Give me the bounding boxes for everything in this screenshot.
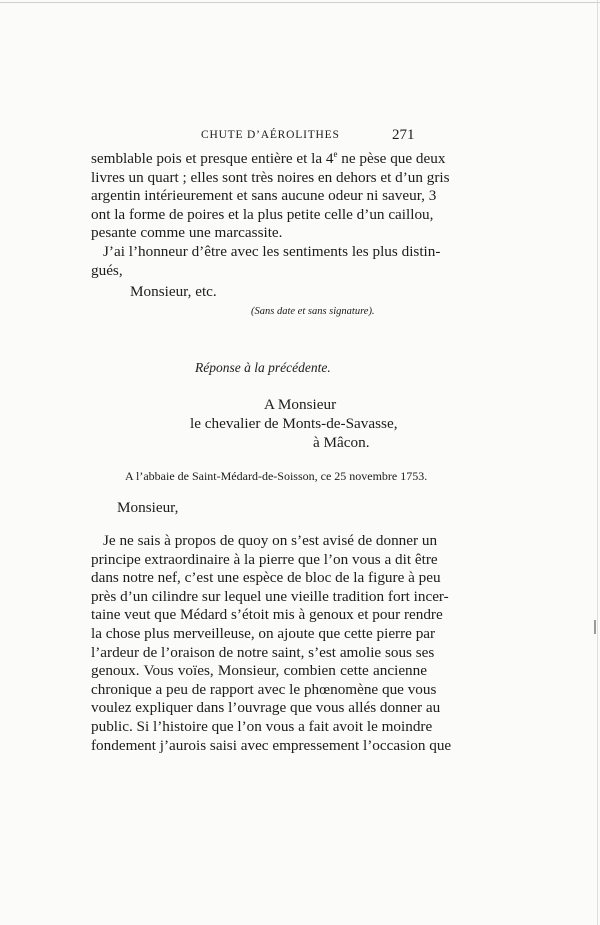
running-header bbox=[0, 129, 600, 149]
page-number: 271 bbox=[392, 127, 415, 143]
text-line: chronique a peu de rapport avec le phœnomène que vous bbox=[91, 680, 437, 698]
letter-end-paragraph bbox=[91, 148, 450, 224]
superscript: e bbox=[333, 148, 338, 159]
reply-salutation: Monsieur, bbox=[117, 499, 179, 516]
reply-body bbox=[91, 532, 452, 755]
margin-mark bbox=[594, 620, 596, 634]
text-line: fondement j’aurois saisi avec empressement l’occasion que bbox=[91, 736, 452, 754]
text-line: Je ne sais à propos de quoy on s’est avisé de donner un bbox=[103, 532, 438, 549]
running-title: CHUTE D’AÉROLITHES bbox=[201, 129, 340, 141]
closing-line: J’ai l’honneur d’être avec les sentiments les plus distin- bbox=[103, 243, 441, 260]
top-rule bbox=[0, 2, 600, 3]
dateline: A l’abbaie de Saint-Médard-de-Soisson, ce 25 novembre 1753. bbox=[125, 469, 428, 483]
text-line: voulez expliquer dans l’ouvrage que vous allés donner au bbox=[91, 699, 441, 717]
text-line: livres un quart ; elles sont très noires en dehors et d’un gris bbox=[91, 168, 450, 186]
text-line: près d’un cilindre sur lequel une vieille tradition fort incer- bbox=[91, 587, 449, 605]
reply-heading: Réponse à la précédente. bbox=[195, 360, 331, 375]
closing-line: gués, bbox=[91, 262, 123, 279]
letter-salutation: Monsieur, etc. bbox=[130, 283, 217, 300]
text-line: principe extraordinaire à la pierre que l’on vous a dit être bbox=[91, 550, 438, 568]
text-line: l’ardeur de l’oraison de notre saint, s’est amolie sous ses bbox=[91, 643, 435, 661]
text-line: ont la forme de poires et la plus petite celle d’un caillou, bbox=[91, 205, 434, 223]
text-line: pesante comme une marcassite. bbox=[91, 224, 283, 241]
address-line: le chevalier de Monts-de-Savasse, bbox=[190, 415, 398, 432]
address-line: A Monsieur bbox=[264, 396, 337, 413]
text-line: la chose plus merveilleuse, on ajoute que cette pierre par bbox=[91, 624, 436, 642]
editor-note: (Sans date et sans signature). bbox=[251, 306, 375, 317]
text-line: genoux. Vous voïes, Monsieur, combien cette ancienne bbox=[91, 662, 427, 680]
text-line: semblable pois et presque entière et la 4e ne pèse que deux bbox=[91, 148, 446, 167]
text-line: dans notre nef, c’est une espèce de bloc de la figure à peu bbox=[91, 569, 441, 587]
text-line: argentin intérieurement et sans aucune odeur ni saveur, 3 bbox=[91, 187, 437, 205]
text-line: taine veut que Médard s’étoit mis à genoux et pour rendre bbox=[91, 606, 443, 624]
address-line: à Mâcon. bbox=[313, 434, 370, 451]
text-line: public. Si l’histoire que l’on vous a fait avoit le moindre bbox=[91, 717, 433, 735]
